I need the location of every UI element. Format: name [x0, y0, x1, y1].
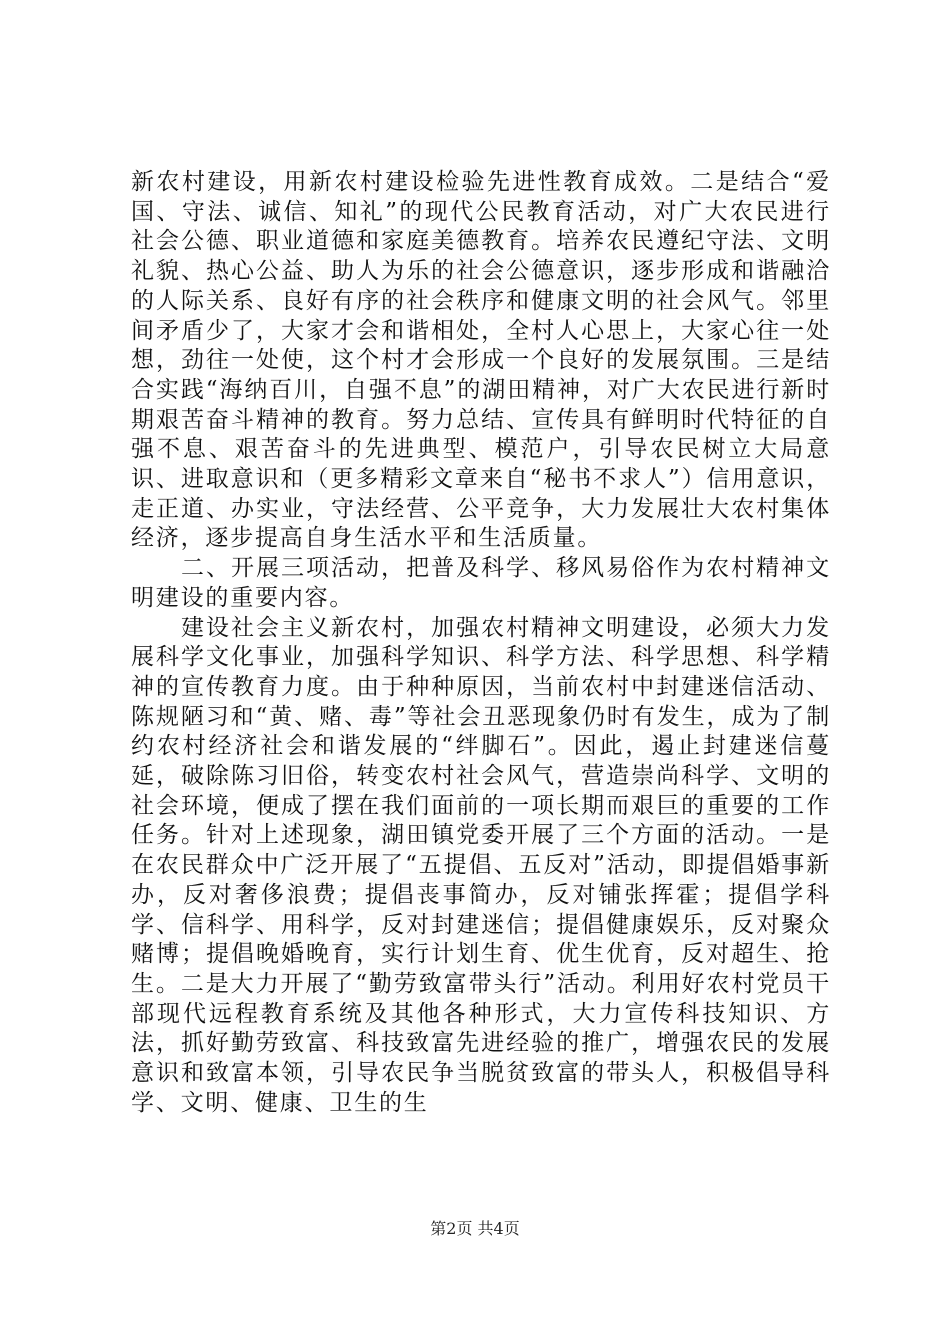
- section-heading-two: 二、开展三项活动，把普及科学、移风易俗作为农村精神文明建设的重要内容。: [131, 555, 831, 611]
- page-number-footer: 第2页 共4页: [430, 1219, 520, 1238]
- body-text: [131, 168, 831, 1119]
- paragraph-continued: 新农村建设，用新农村建设检验先进性教育成效。二是结合“爱国、守法、诚信、知礼”的现代公民教育活动，对广大农民进行社会公德、职业道德和家庭美德教育。培养农民遵纪守法、文明礼貌、热心公益、助人为乐的社会公德意识，逐步形成和谐融洽的人际关系、良好有序的社会秩序和健康文明的社会风气。邻里间矛盾少了，大家才会和谐相处，全村人心思上，大家心往一处想，劲往一处使，这个村才会形成一个良好的发展氛围。三是结合实践“海纳百川，自强不息”的湖田精神，对广大农民进行新时期艰苦奋斗精神的教育。努力总结、宣传具有鲜明时代特征的自强不息、艰苦奋斗的先进典型、模范户，引导农民树立大局意识、进取意识和（更多精彩文章来自“秘书不求人”）信用意识，走正道、办实业，守法经营、公平竞争，大力发展壮大农村集体经济，逐步提高自身生活水平和生活质量。: [131, 169, 831, 552]
- paragraph-science-culture: 建设社会主义新农村，加强农村精神文明建设，必须大力发展科学文化事业，加强科学知识、科学方法、科学思想、科学精神的宣传教育力度。由于种种原因，当前农村中封建迷信活动、陈规陋习和“黄、赌、毒”等社会丑恶现象仍时有发生，成为了制约农村经济社会和谐发展的“绊脚石”。因此，遏止封建迷信蔓延，破除陈习旧俗，转变农村社会风气，营造崇尚科学、文明的社会环境，便成了摆在我们面前的一项长期而艰巨的重要的工作任务。针对上述现象，湖田镇党委开展了三个方面的活动。一是在农民群众中广泛开展了“五提倡、五反对”活动，即提倡婚事新办，反对奢侈浪费；提倡丧事简办，反对铺张挥霍；提倡学科学、信科学、用科学，反对封建迷信；提倡健康娱乐，反对聚众赌博；提倡晚婚晚育，实行计划生育、优生优育，反对超生、抢生。二是大力开展了“勤劳致富带头行”活动。利用好农村党员干部现代远程教育系统及其他各种形式，大力宣传科技知识、方法，抓好勤劳致富、科技致富先进经验的推广，增强农民的发展意识和致富本领，引导农民争当脱贫致富的带头人，积极倡导科学、文明、健康、卫生的生: [131, 614, 831, 1116]
